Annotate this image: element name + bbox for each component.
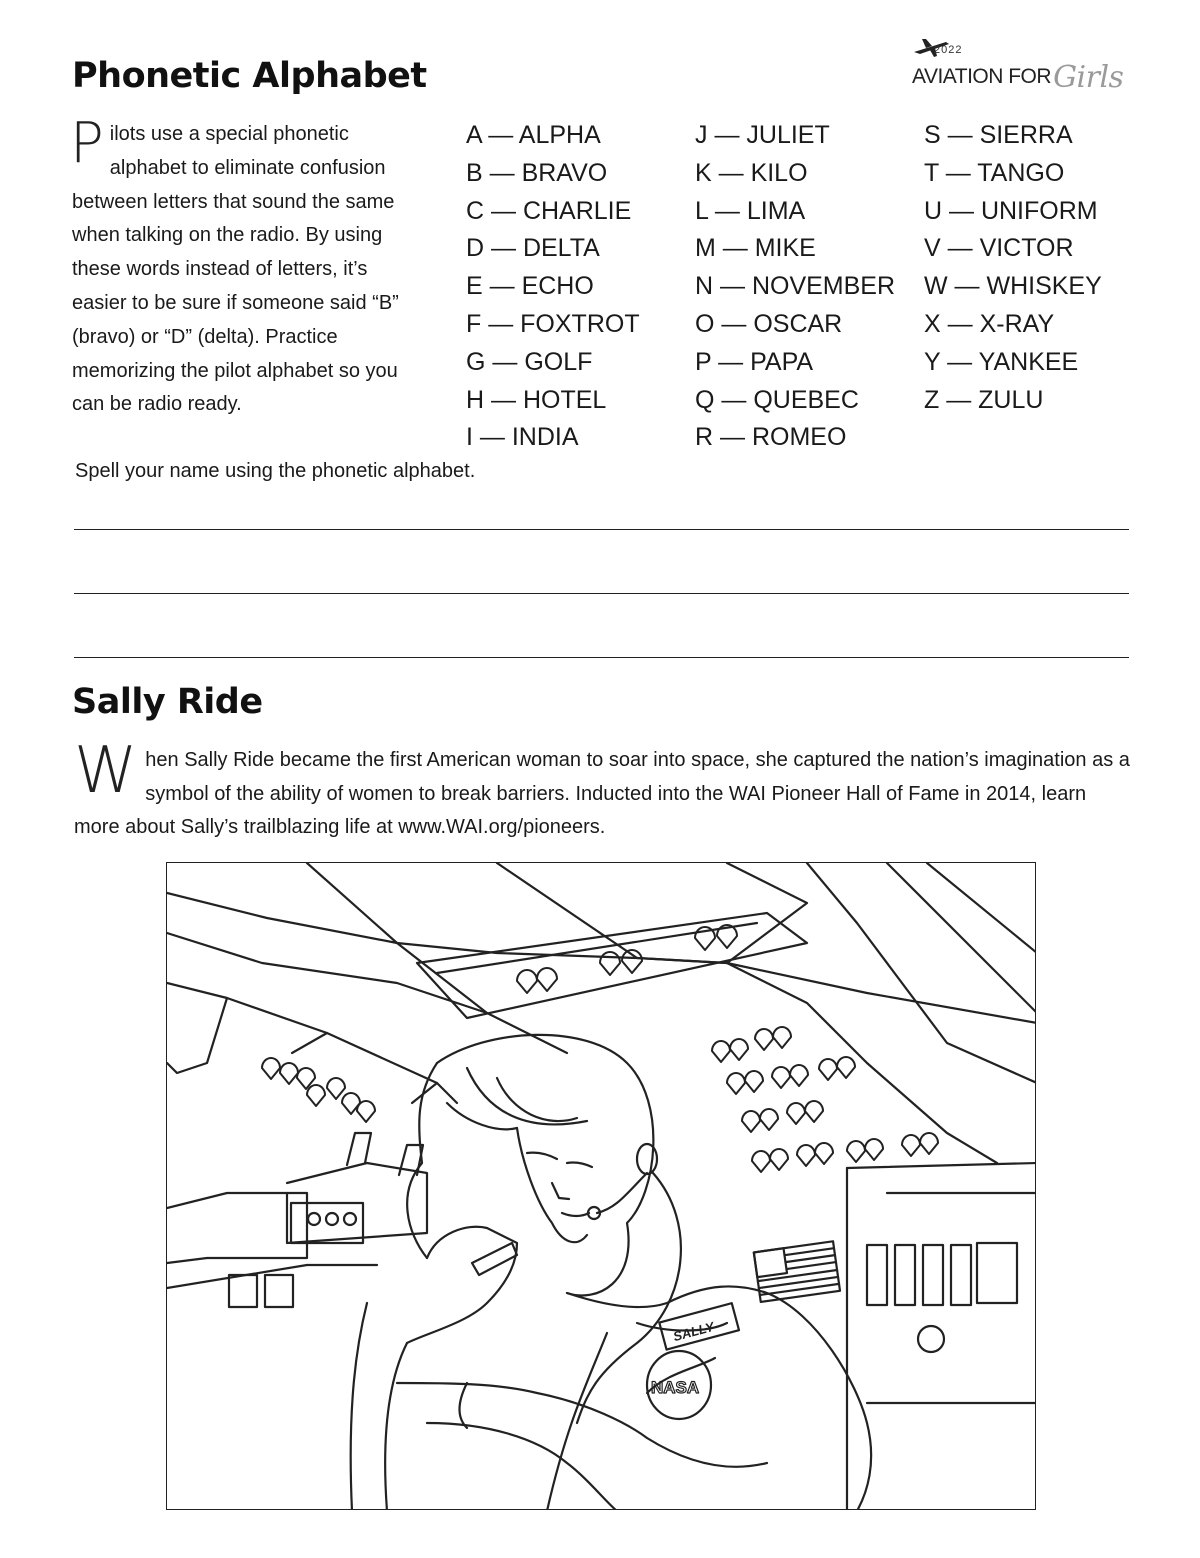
alphabet-entry: Z — ZULU	[924, 385, 1044, 414]
alphabet-entry: M — MIKE	[695, 234, 816, 263]
writing-line[interactable]	[74, 657, 1129, 658]
spell-prompt: Spell your name using the phonetic alphabet.	[75, 460, 476, 482]
alphabet-entry: O — OSCAR	[695, 309, 843, 338]
sally-ride-paragraph	[74, 734, 1134, 845]
alphabet-entry: T — TANGO	[924, 158, 1065, 187]
phonetic-intro	[70, 111, 422, 422]
alphabet-entry: A — ALPHA	[466, 121, 601, 149]
name-patch-text: SALLY	[671, 1318, 716, 1345]
alphabet-column-1	[466, 117, 640, 457]
writing-line[interactable]	[74, 593, 1129, 594]
alphabet-entry: V — VICTOR	[924, 234, 1074, 263]
coloring-illustration	[166, 862, 1036, 1510]
alphabet-entry: L — LIMA	[695, 196, 806, 225]
alphabet-entry: G — GOLF	[466, 347, 593, 376]
section-title-sally-ride: Sally Ride	[72, 682, 263, 722]
alphabet-entry: B — BRAVO	[466, 158, 608, 187]
intro-text: ilots use a special phonetic alphabet to eliminate confusion between letters that sound the same when talking on the radio. By using these words instead of letters, it’s easier to be sure if someone said “B” (bravo) or “D” (delta). Practice memorizing the pilot alphabet so you can be radio ready.	[72, 123, 399, 416]
alphabet-column-2	[695, 117, 895, 457]
alphabet-entry: N — NOVEMBER	[695, 272, 896, 301]
alphabet-entry: X — X-RAY	[924, 309, 1055, 338]
alphabet-entry: W — WHISKEY	[924, 272, 1102, 301]
alphabet-entry: D — DELTA	[466, 234, 600, 263]
alphabet-entry: K — KILO	[695, 158, 808, 187]
alphabet-entry: Q — QUEBEC	[695, 385, 859, 414]
cockpit-drawing	[167, 863, 1036, 1510]
sally-text: hen Sally Ride became the first American woman to soar into space, she captured the nation’s imagination as a symbol of the ability of women to break barriers. Inducted into the WAI Pioneer Hall of Fame in 2014, learn more about Sally’s trailblazing life at www.WAI.org/pioneers.	[74, 749, 1130, 838]
alphabet-entry: H — HOTEL	[466, 385, 607, 414]
alphabet-entry: U — UNIFORM	[924, 196, 1098, 225]
logo-name: AVIATION FOR	[912, 65, 1052, 88]
logo-year: 2022	[934, 44, 963, 56]
aviation-for-girls-logo	[912, 36, 1122, 96]
alphabet-entry: P — PAPA	[695, 347, 814, 376]
alphabet-entry: Y — YANKEE	[924, 347, 1079, 376]
alphabet-entry: C — CHARLIE	[466, 196, 632, 225]
sally-dropcap: W	[74, 734, 138, 808]
alphabet-entry: F — FOXTROT	[466, 309, 640, 338]
logo-name-script: Girls	[1053, 60, 1124, 95]
intro-dropcap: P	[70, 111, 104, 176]
alphabet-entry: I — INDIA	[466, 423, 579, 452]
writing-line[interactable]	[74, 529, 1129, 530]
alphabet-column-3	[924, 117, 1102, 419]
alphabet-entry: J — JULIET	[695, 121, 830, 149]
alphabet-entry: S — SIERRA	[924, 121, 1073, 149]
page-title: Phonetic Alphabet	[72, 56, 427, 96]
nasa-patch-text: NASA	[651, 1378, 700, 1397]
alphabet-entry: E — ECHO	[466, 272, 594, 301]
alphabet-entry: R — ROMEO	[695, 423, 847, 452]
